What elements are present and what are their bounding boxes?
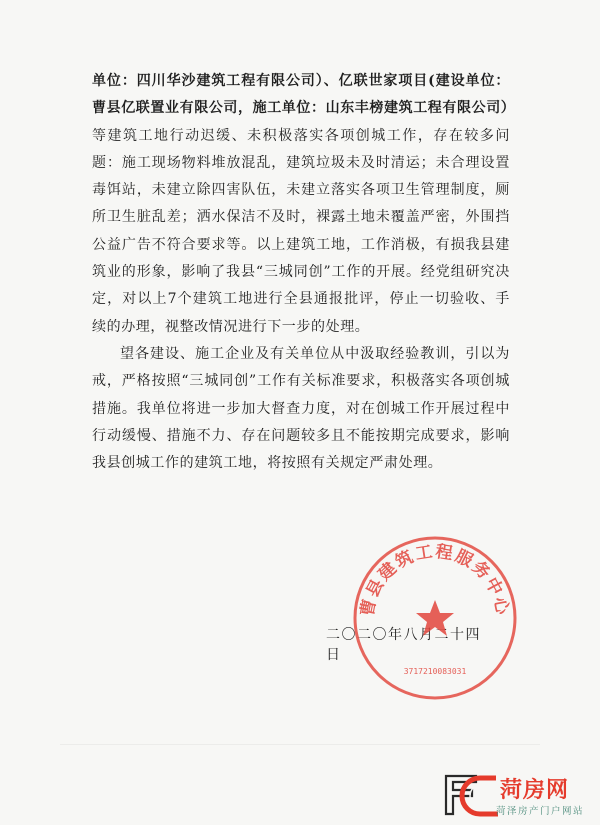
seal-text: 曹县建筑工程服务中心 [357, 541, 513, 619]
paragraph-1-text: 等建筑工地行动迟缓、未积极落实各项创城工作，存在较多问题：施工现场物料堆放混乱，建筑垃圾未及时清运；未合理设置毒饵站，未建立除四害队伍，未建立落实各项卫生管理制度，厕所卫生脏乱差；洒水保洁不及时，裸露土地未覆盖严密，外围挡公益广告不符合要求等。以上建筑工地，工作消极，有损我县建筑业的形象，影响了我县“三城同创”工作的开展。经党组研究决定，对以上7个建筑工地进行全县通报批评，停止一切验收、手续的办理，视整改情况进行下一步的处理。 [92, 127, 510, 335]
paragraph-1 [92, 68, 516, 341]
seal-number: 3717210083031 [403, 667, 467, 676]
watermark-tagline: 菏泽房产门户网站 [496, 806, 585, 817]
document-body [92, 68, 516, 477]
watermark-brand: 菏房网 [500, 778, 570, 803]
paragraph-2: 望各建设、施工企业及有关单位从中汲取经验教训，引以为戒，严格按照“三城同创”工作有关标准要求，积极落实各项创城措施。我单位将进一步加大督查力度，对在创城工作开展过程中行动缓慢、措施不力、存在问题较多且不能按期完成要求，影响我县创城工作的建筑工地，将按照有关规定严肃处理。 [92, 345, 510, 472]
scan-artifact [150, 40, 450, 54]
project-list-bold: 单位：四川华沙建筑工程有限公司）、亿联世家项目(建设单位：曹县亿联置业有限公司，施工单位：山东丰榜建筑工程有限公司） [92, 73, 516, 117]
document-date: 二〇二〇年八月二十四日 [326, 627, 481, 663]
footer-divider [60, 744, 540, 745]
official-seal-icon [345, 528, 525, 708]
